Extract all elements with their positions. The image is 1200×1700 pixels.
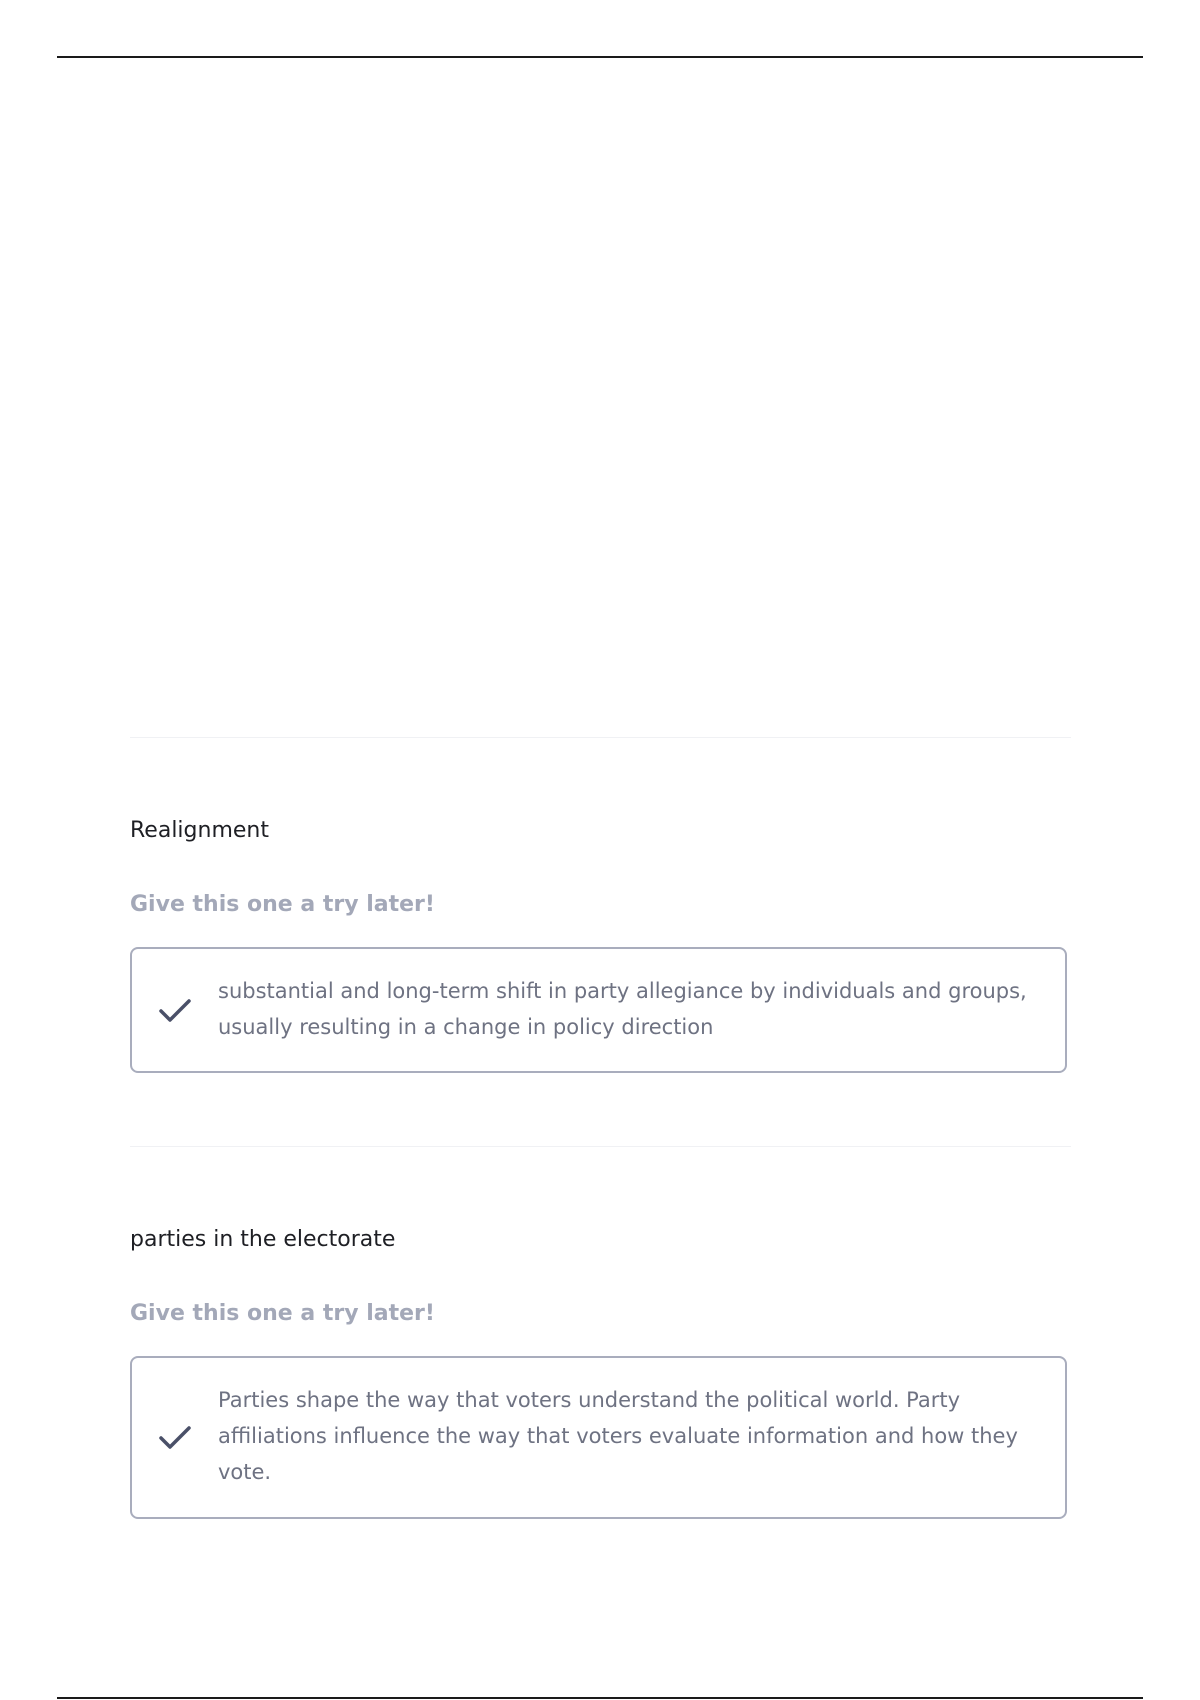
page-bottom-rule — [57, 1697, 1143, 1699]
answer-box[interactable] — [130, 947, 1067, 1073]
checkmark-icon — [158, 997, 192, 1025]
checkmark-icon — [158, 1424, 192, 1452]
page-top-rule — [57, 56, 1143, 58]
answer-text: Parties shape the way that voters understand the political world. Party affiliations influence the way that voters evaluate information and how they vote. — [218, 1388, 1018, 1484]
card-hint: Give this one a try later! — [130, 892, 435, 917]
answer-text: substantial and long-term shift in party allegiance by individuals and groups, usually resulting in a change in policy direction — [218, 979, 1027, 1039]
card-separator — [130, 737, 1071, 738]
card-term: parties in the electorate — [130, 1227, 396, 1252]
card-term: Realignment — [130, 818, 269, 843]
card-separator — [130, 1146, 1071, 1147]
card-hint: Give this one a try later! — [130, 1301, 435, 1326]
answer-box[interactable] — [130, 1356, 1067, 1519]
